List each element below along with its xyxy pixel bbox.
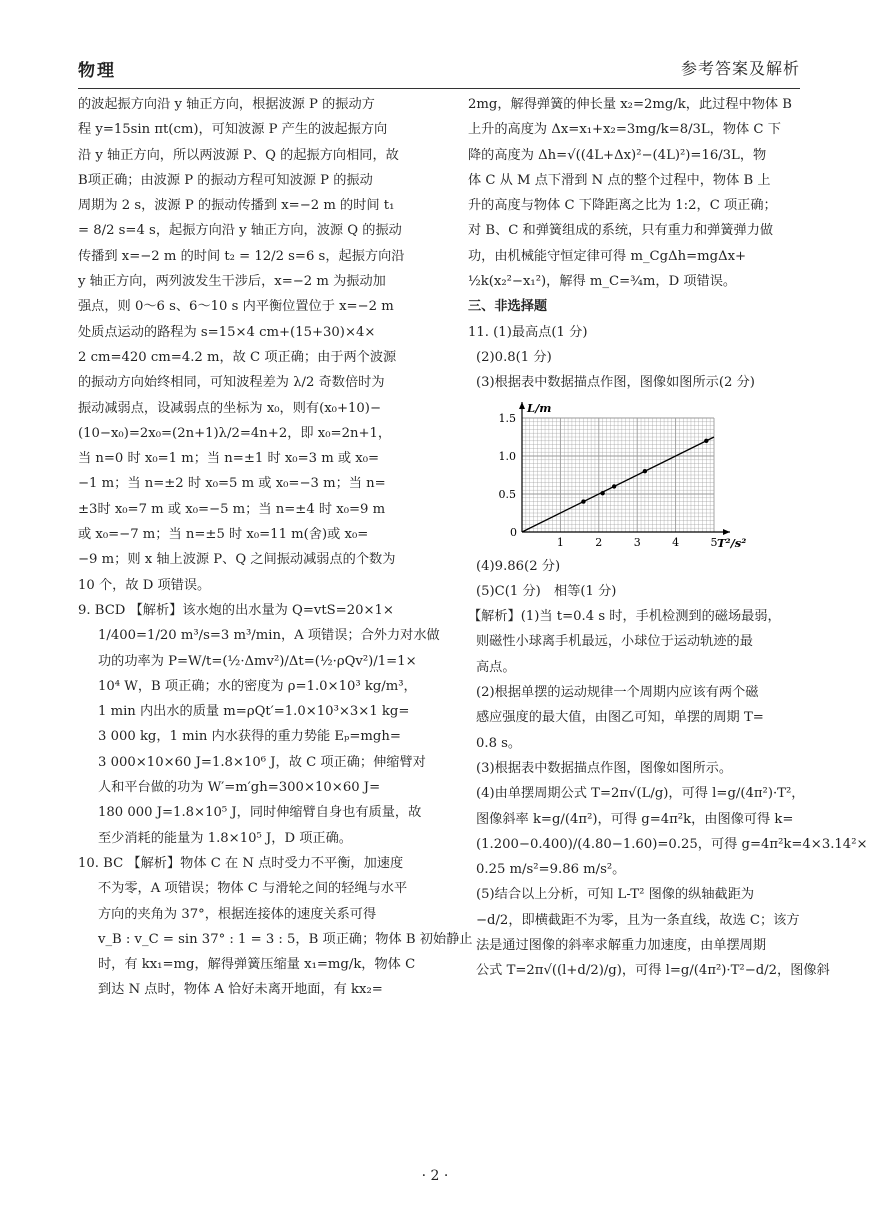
text-line: 3 000×10×60 J=1.8×10⁶ J，故 C 项正确；伸缩臂对 (98, 754, 426, 770)
x-tick-label: 5 (710, 535, 718, 549)
analysis-line: 则磁性小球离手机最远，小球位于运动轨迹的最 (476, 634, 753, 650)
analysis-line: 0.8 s。 (476, 735, 522, 751)
analysis-line: (1.200−0.400)/(4.80−1.60)=0.25，可得 g=4π²k=4×3.14²× (476, 836, 868, 852)
text-line: 处质点运动的路程为 s=15×4 cm+(15+30)×4× (78, 324, 376, 340)
text-line: 10 个，故 D 项错误。 (78, 577, 211, 593)
y-tick-label: 0.5 (498, 487, 516, 501)
analysis-line: (5)结合以上分析，可知 L-T² 图像的纵轴截距为 (476, 887, 755, 903)
subject-label: 物理 (78, 61, 116, 81)
analysis-line: 公式 T=2π√((l+d/2)/g)，可得 l=g/(4π²)·T²−d/2，图像斜 (476, 963, 830, 979)
text-line: 当 n=0 时 x₀=1 m；当 n=±1 时 x₀=3 m 或 x₀= (78, 451, 380, 467)
answer-10-line: 10. BC 【解析】物体 C 在 N 点时受力不平衡，加速度 (78, 855, 404, 871)
text-line: 1 min 内出水的质量 m=ρQt′=1.0×10³×3×1 kg= (98, 704, 410, 720)
text-line: 的波起振方向沿 y 轴正方向，根据波源 P 的振动方 (78, 97, 375, 112)
text-line: 传播到 x=−2 m 的时间 t₂ = 12/2 s=6 s，起振方向沿 (78, 248, 405, 264)
analysis-line: 图像斜率 k=g/(4π²)，可得 g=4π²k，由图像可得 k= (476, 811, 794, 827)
text-line: 10⁴ W，B 项正确；水的密度为 ρ=1.0×10³ kg/m³， (98, 678, 417, 694)
analysis-line: 高点。 (476, 659, 516, 675)
y-tick-label: 1.5 (498, 411, 516, 425)
answer-9-line: 9. BCD 【解析】该水炮的出水量为 Q=vtS=20×1× (78, 602, 394, 618)
x-tick-label: 4 (672, 535, 680, 549)
l-t2-chart (482, 400, 752, 550)
q11-line: 11. (1)最高点(1 分) (468, 324, 588, 340)
text-line: 对 B、C 和弹簧组成的系统，只有重力和弹簧弹力做 (468, 223, 774, 239)
text-line: = 8/2 s=4 s，起振方向沿 y 轴正方向，波源 Q 的振动 (78, 223, 402, 239)
data-point (704, 438, 708, 442)
text-line: 到达 N 点时，物体 A 恰好未离开地面，有 kx₂= (98, 982, 383, 998)
text-line: 3 000 kg，1 min 内水获得的重力势能 Eₚ=mgh= (98, 729, 401, 745)
x-axis-arrow (723, 529, 730, 535)
y-tick-label: 1.0 (498, 449, 516, 463)
analysis-line: 【解析】(1)当 t=0.4 s 时，手机检测到的磁场最弱， (468, 609, 781, 625)
text-line: 上升的高度为 Δx=x₁+x₂=3mg/k=8/3L，物体 C 下 (468, 122, 781, 138)
text-line: B项正确；由波源 P 的振动方程可知波源 P 的振动 (78, 172, 373, 188)
text-line: −1 m；当 n=±2 时 x₀=5 m 或 x₀=−3 m；当 n= (78, 476, 386, 492)
origin-label: 0 (510, 525, 517, 539)
text-line: 人和平台做的功为 W′=m′gh=300×10×60 J= (98, 780, 381, 796)
text-line: 功的功率为 P=W/t=(½·Δmv²)/Δt=(½·ρQv²)/1=1× (98, 653, 417, 669)
text-line: 升的高度与物体 C 下降距离之比为 1:2，C 项正确； (468, 198, 777, 214)
data-point (600, 491, 604, 495)
header-title: 参考答案及解析 (680, 59, 800, 78)
analysis-line: 0.25 m/s²=9.86 m/s²。 (476, 862, 626, 878)
analysis-line: (4)由单摆周期公式 T=2π√(L/g)，可得 l=g/(4π²)·T²， (476, 786, 805, 802)
text-line: 180 000 J=1.8×10⁵ J，同时伸缩臂自身也有质量，故 (98, 805, 422, 821)
data-point (612, 484, 616, 488)
text-line: 强点，则 0～6 s、6～10 s 内平衡位置位于 x=−2 m (78, 299, 394, 315)
text-line: 2mg，解得弹簧的伸长量 x₂=2mg/k，此过程中物体 B (468, 97, 792, 112)
analysis-line: (3)根据表中数据描点作图，图像如图所示。 (476, 760, 733, 776)
page-number: · 2 · (421, 1168, 449, 1184)
text-line: 2 cm=420 cm=4.2 m，故 C 项正确；由于两个波源 (78, 349, 397, 365)
right-column (468, 92, 868, 984)
y-axis-label: L/m (527, 400, 552, 415)
section-title: 三、非选择题 (468, 299, 548, 315)
q11-line: (5)C(1 分) 相等(1 分) (476, 583, 617, 599)
analysis-line: (2)根据单摆的运动规律一个周期内应该有两个磁 (476, 685, 759, 701)
text-line: 降的高度为 Δh=√((4L+Δx)²−(4L)²)=16/3L，物 (468, 147, 767, 163)
text-line: 时，有 kx₁=mg，解得弹簧压缩量 x₁=mg/k，物体 C (98, 957, 416, 973)
data-point (643, 469, 647, 473)
analysis-line: 法是通过图像的斜率求解重力加速度，由单摆周期 (476, 938, 767, 954)
x-tick-label: 2 (595, 535, 603, 549)
x-tick-label: 3 (633, 535, 641, 549)
chart-svg (482, 400, 752, 550)
y-axis-arrow (519, 402, 525, 409)
text-line: 程 y=15sin πt(cm)，可知波源 P 产生的波起振方向 (78, 122, 388, 138)
analysis-line: 感应强度的最大值，由图乙可知，单摆的周期 T= (476, 710, 764, 726)
q11-line: (2)0.8(1 分) (476, 349, 552, 365)
text-line: (10−x₀)=2x₀=(2n+1)λ/2=4n+2，即 x₀=2n+1， (78, 425, 392, 441)
text-line: 不为零，A 项错误；物体 C 与滑轮之间的轻绳与水平 (98, 881, 408, 897)
text-line: v_B : v_C = sin 37° : 1 = 3 : 5，B 项正确；物体 B 初始静止 (98, 931, 473, 947)
text-line: 或 x₀=−7 m；当 n=±5 时 x₀=11 m(舍)或 x₀= (78, 527, 369, 543)
analysis-line: −d/2，即横截距不为零，且为一条直线，故选 C；该方 (476, 912, 800, 928)
q11-line: (3)根据表中数据描点作图，图像如图所示(2 分) (476, 375, 755, 391)
text-line: 至少消耗的能量为 1.8×10⁵ J，D 项正确。 (98, 830, 352, 846)
text-line: y 轴正方向，两列波发生干涉后，x=−2 m 为振动加 (78, 274, 386, 290)
page-header (78, 50, 800, 89)
text-line: 功，由机械能守恒定律可得 m_CgΔh=mgΔx+ (468, 248, 747, 264)
x-tick-label: 1 (556, 535, 564, 549)
text-line: 振动减弱点，设减弱点的坐标为 x₀，则有(x₀+10)− (78, 400, 381, 416)
text-line: 沿 y 轴正方向，所以两波源 P、Q 的起振方向相同，故 (78, 147, 399, 163)
q11-line: (4)9.86(2 分) (476, 558, 561, 574)
text-line: 周期为 2 s，波源 P 的振动传播到 x=−2 m 的时间 t₁ (78, 198, 395, 214)
text-line: 的振动方向始终相同，可知波程差为 λ/2 奇数倍时为 (78, 375, 385, 391)
text-line: 1/400=1/20 m³/s=3 m³/min，A 项错误；合外力对水做 (98, 628, 440, 644)
text-line: 体 C 从 M 点下滑到 N 点的整个过程中，物体 B 上 (468, 172, 771, 188)
data-point (581, 499, 585, 503)
left-column (78, 92, 473, 1003)
text-line: −9 m；则 x 轴上波源 P、Q 之间振动减弱点的个数为 (78, 552, 396, 568)
x-axis-label: T²/s² (717, 535, 747, 550)
text-line: 方向的夹角为 37°，根据连接体的速度关系可得 (98, 906, 377, 922)
text-line: ½k(x₂²−x₁²)，解得 m_C=¾m，D 项错误。 (468, 274, 737, 290)
text-line: ±3时 x₀=7 m 或 x₀=−5 m；当 n=±4 时 x₀=9 m (78, 501, 386, 517)
